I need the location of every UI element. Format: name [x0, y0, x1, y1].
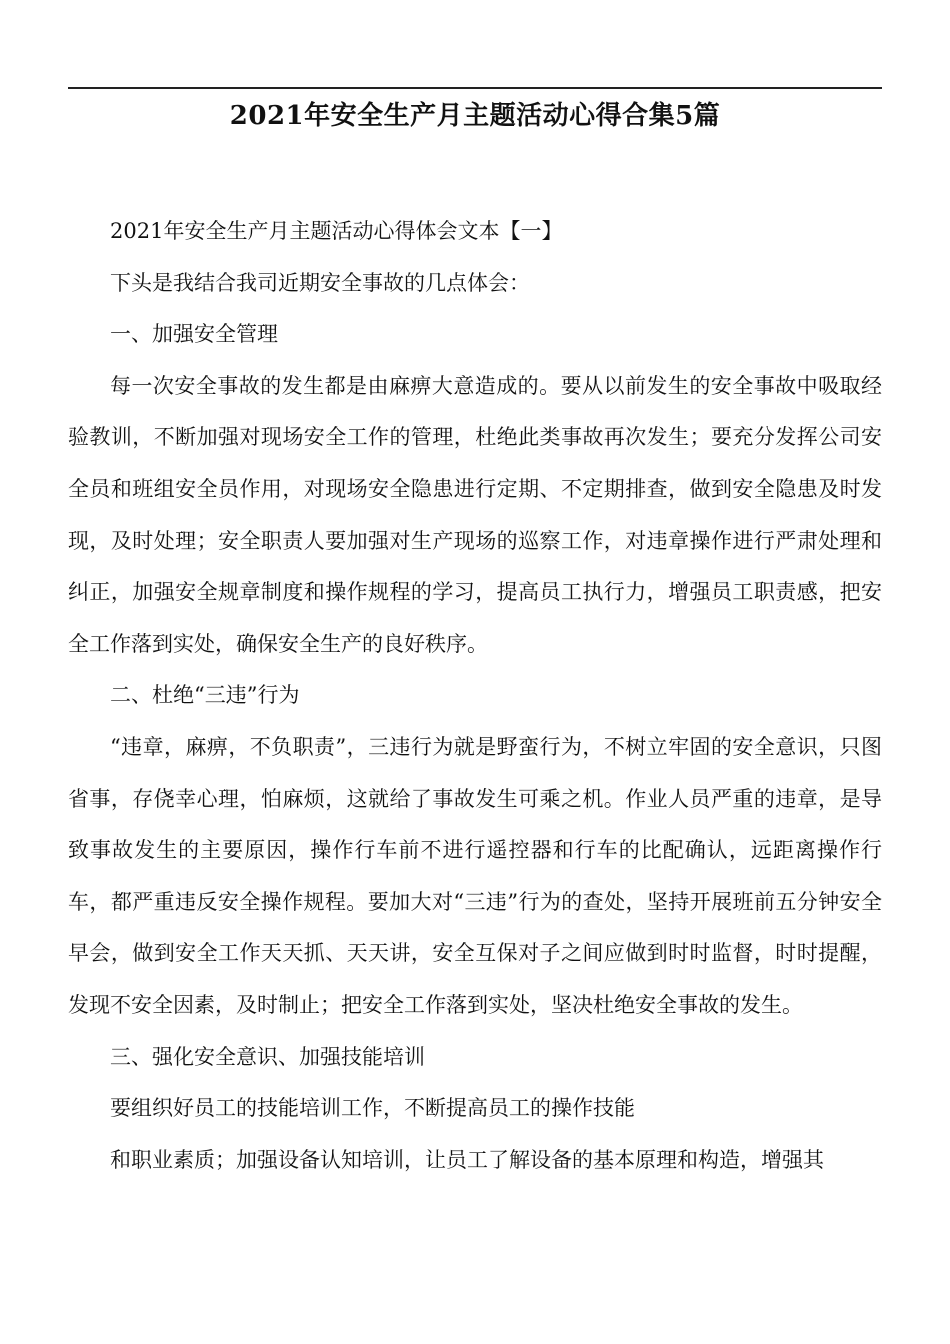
body-paragraph-1: 每一次安全事故的发生都是由麻痹大意造成的。要从以前发生的安全事故中吸取经验教训，不断加强对现场安全工作的管理，杜绝此类事故再次发生；要充分发挥公司安全员和班组安全员作用，对现场安全隐患进行定期、不定期排查，做到安全隐患及时发现，及时处理；安全职责人要加强对生产现场的巡察工作，对违章操作进行严肃处理和纠正，加强安全规章制度和操作规程的学习，提高员工执行力，增强员工职责感，把安全工作落到实处，确保安全生产的良好秩序。 — [68, 373, 882, 656]
document-title: 2021年安全生产月主题活动心得合集5篇 — [229, 101, 721, 131]
body-paragraph-3: 要组织好员工的技能培训工作，不断提高员工的操作技能 — [110, 1096, 635, 1121]
body-paragraph-2: “违章，麻痹，不负职责”，三违行为就是野蛮行为，不树立牢固的安全意识，只图省事，存侥幸心理，怕麻烦，这就给了事故发生可乘之机。作业人员严重的违章，是导致事故发生的主要原因，操作行车前不进行遥控器和行车的比配确认，远距离操作行车，都严重违反安全操作规程。要加大对“三违”行为的查处，坚持开展班前五分钟安全早会，做到安全工作天天抓、天天讲，安全互保对子之间应做到时时监督，时时提醒，发现不安全因素，及时制止；把安全工作落到实处，坚决杜绝安全事故的发生。 — [68, 734, 882, 1017]
document-body — [68, 206, 882, 1186]
point-heading-2: 二、杜绝“三违”行为 — [110, 683, 300, 708]
point-heading-3: 三、强化安全意识、加强技能培训 — [110, 1044, 425, 1069]
header-rule — [68, 87, 882, 89]
body-paragraph-4: 和职业素质；加强设备认知培训，让员工了解设备的基本原理和构造，增强其 — [110, 1147, 824, 1172]
point-heading-1: 一、加强安全管理 — [110, 322, 278, 347]
section-heading: 2021年安全生产月主题活动心得体会文本【一】 — [110, 219, 563, 243]
intro-paragraph: 下头是我结合我司近期安全事故的几点体会： — [110, 270, 530, 295]
